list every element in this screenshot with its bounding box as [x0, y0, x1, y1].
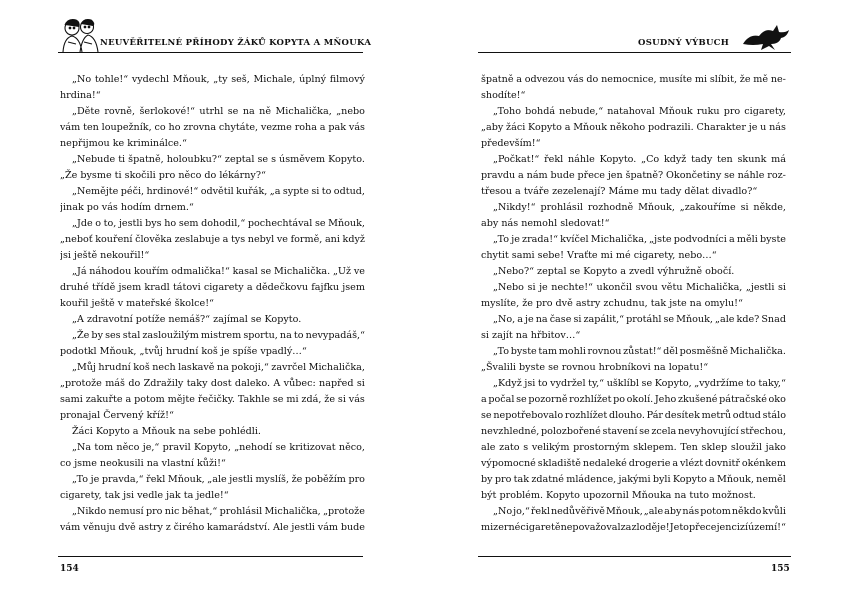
text-line: myslíte, že pro dvě astry zchudnu, tak jste na omylu!“ [481, 298, 743, 309]
text-line: „Můj hrudní koš nech laskavě na pokoji,“ zavrčel Michalička, [72, 362, 365, 373]
text-line: „Nikdo nemusí pro nic běhat,“ prohlásil Michalička, „protože [72, 506, 365, 517]
text-line: „Nikdy!“ prohlásil rozhodně Mňouk, „zakouříme si někde, [493, 202, 786, 213]
text-line: by pro tak zdatné mládence, jakými byli Kopyto a Mňouk, neměl [481, 474, 786, 485]
text-line: „Na tom něco je,“ pravil Kopyto, „nehodí se kritizovat něco, [72, 442, 365, 453]
text-line: nepřijmou ke kriminálce.“ [60, 138, 187, 149]
text-line: „Nebo si je nechte!“ ukončil svou větu Michalička, „jestli si [493, 282, 786, 293]
text-line: jsi ještě nekouřil!“ [60, 250, 150, 261]
text-line: Žáci Kopyto a Mňouk na sebe pohlédli. [72, 426, 261, 437]
text-line: sami zakuřte a potom mějte řečičky. Takhle se mi zdá, že si vás [60, 394, 365, 405]
text-line: druhé třídě jsem kradl tátovi cigarety a dědečkovu fajfku jsem [60, 282, 365, 293]
text-line: „Nemějte péči, hrdinové!“ odvětil kuřák, „a sypte si to odtud, [72, 186, 365, 197]
text-line: mizerné cigaretě nepovažoval za zloděje! Je to přece jen cizí území!“ [481, 522, 786, 533]
text-line: vám ten loupežník, co ho zrovna chytáte, vezme roha a pak vás [60, 122, 365, 133]
text-line: „neboť kouření člověka zeslabuje a tys nebyl ve formě, ani když [60, 234, 365, 245]
text-line: především!“ [481, 138, 541, 149]
text-line: hrdina!“ [60, 90, 101, 101]
text-line: cigarety, tak jsi vedle jak ta jedle!“ [60, 490, 229, 501]
text-line: ale zato s velikým prostorným sklepem. Ten sklep sloužil jako [481, 442, 786, 453]
text-line: „To je zrada!“ kvíčel Michalička, „jste podvodníci a měli byste [493, 234, 786, 245]
text-line: „No jo,“ řekl nedůvěřivě Mňouk, „ale aby nás potom někdo kvůli [493, 506, 786, 517]
text-line: pronajal Červený kříž!“ [60, 410, 174, 421]
text-line: nevzhledné, polozbořené stavení se zcela nevyhovující střechou, [481, 426, 786, 437]
right-page [423, 0, 845, 598]
text-line: „To byste tam mohli rovnou zůstat!“ děl posměšně Michalička. [493, 346, 786, 357]
text-line: chytit sami sebe! Vraťte mi mé cigarety, nebo…“ [481, 250, 717, 261]
boys-sketch-icon [58, 14, 102, 54]
running-header: NEUVĚŘITELNÉ PŘÍHODY ŽÁKŮ KOPYTA A MŇOUKA [100, 38, 372, 48]
text-line: podotkl Mňouk, „tvůj hrudní koš je spíše vpadlý…“ [60, 346, 307, 357]
text-line: výpomocné skladiště nedaleké drogerie a vlézt dovnitř okénkem [481, 458, 786, 469]
text-line: „Nebude ti špatně, holoubku?“ zeptal se s úsměvem Kopyto. [72, 154, 365, 165]
text-line: „Že bysme ti skočili pro něco do lékárny?“ [60, 170, 266, 181]
text-line: „A zdravotní potíže nemáš?“ zajímal se Kopyto. [72, 314, 302, 325]
text-line: „Počkat!“ řekl náhle Kopyto. „Co když tady ten skunk má [493, 154, 786, 165]
text-line: pravdu a nám bude přece jen špatně? Okončetiny se náhle roz- [481, 170, 786, 181]
text-line: „Když jsi to vydržel ty,“ ušklíbl se Kopyto, „vydržíme to taky,“ [493, 378, 786, 389]
text-line: „No, a je na čase si zapálit,“ protáhl se Mňouk, „ale kde? Snad [493, 314, 786, 325]
text-line: být problém. Kopyto upozornil Mňouka na tuto možnost. [481, 490, 756, 501]
left-page [0, 0, 422, 598]
text-line: „Švalili byste se rovnou hrobníkovi na lopatu!“ [481, 362, 709, 373]
header-rule [58, 52, 363, 53]
running-header: OSUDNÝ VÝBUCH [638, 38, 730, 48]
text-line: „aby žáci Kopyto a Mňouk někoho podrazili. Charakter je u nás [481, 122, 786, 133]
text-line: a počal se pozorně rozhlížet po okolí. Jeho zkušené pátračské oko [481, 394, 786, 405]
text-line: třesou a tváře zezelenají? Máme mu tady dělat divadlo?“ [481, 186, 758, 197]
text-line: aby nás nemohl sledovat!“ [481, 218, 610, 229]
wolf-icon [741, 22, 791, 52]
text-line: „Toho bohdá nebude,“ natahoval Mňouk ruku pro cigarety, [493, 106, 786, 117]
text-line: „No tohle!“ vydechl Mňouk, „ty seš, Michale, úplný filmový [72, 74, 365, 85]
text-line: vám věnuju dvě astry z čirého kamarádství. Ale jestli vám bude [60, 522, 365, 533]
text-line: si zajít na hřbitov…“ [481, 330, 581, 341]
text-line: špatně a odvezou vás do nemocnice, musíte mi slíbit, že mě ne- [481, 74, 786, 85]
text-line: shodíte!“ [481, 90, 526, 101]
text-line: kouřil ještě v mateřské školce!“ [60, 298, 214, 309]
page-number: 154 [60, 564, 79, 574]
header-rule [478, 52, 791, 53]
text-line: se nepotřebovalo rozhlížet dlouho. Pár desítek metrů odtud stálo [481, 410, 786, 421]
text-line: „Já náhodou kouřím odmalička!“ kasal se Michalička. „Už ve [72, 266, 365, 277]
page-number: 155 [771, 564, 790, 574]
text-line: „To je pravda,“ řekl Mňouk, „ale jestli myslíš, že poběžím pro [72, 474, 365, 485]
text-line: „Nebo?“ zeptal se Kopyto a zvedl výhružně obočí. [493, 266, 735, 277]
text-line: jinak po vás hodím drnem.“ [60, 202, 194, 213]
text-line: „Jde o to, jestli bys ho sem dohodil,“ pochechtával se Mňouk, [72, 218, 365, 229]
body-text [481, 72, 786, 536]
text-line: „protože máš do Zdražily taky dost daleko. A vůbec: napřed si [60, 378, 365, 389]
text-line: co jsme neokusili na vlastní kůži!“ [60, 458, 226, 469]
footer-rule [478, 556, 791, 557]
text-line: „Že by ses stal zasloužilým mistrem sportu, na to nevypadáš,“ [72, 330, 365, 341]
body-text [60, 72, 365, 536]
footer-rule [58, 556, 363, 557]
text-line: „Děte rovně, šerlokové!“ utrhl se na ně Michalička, „nebo [72, 106, 365, 117]
